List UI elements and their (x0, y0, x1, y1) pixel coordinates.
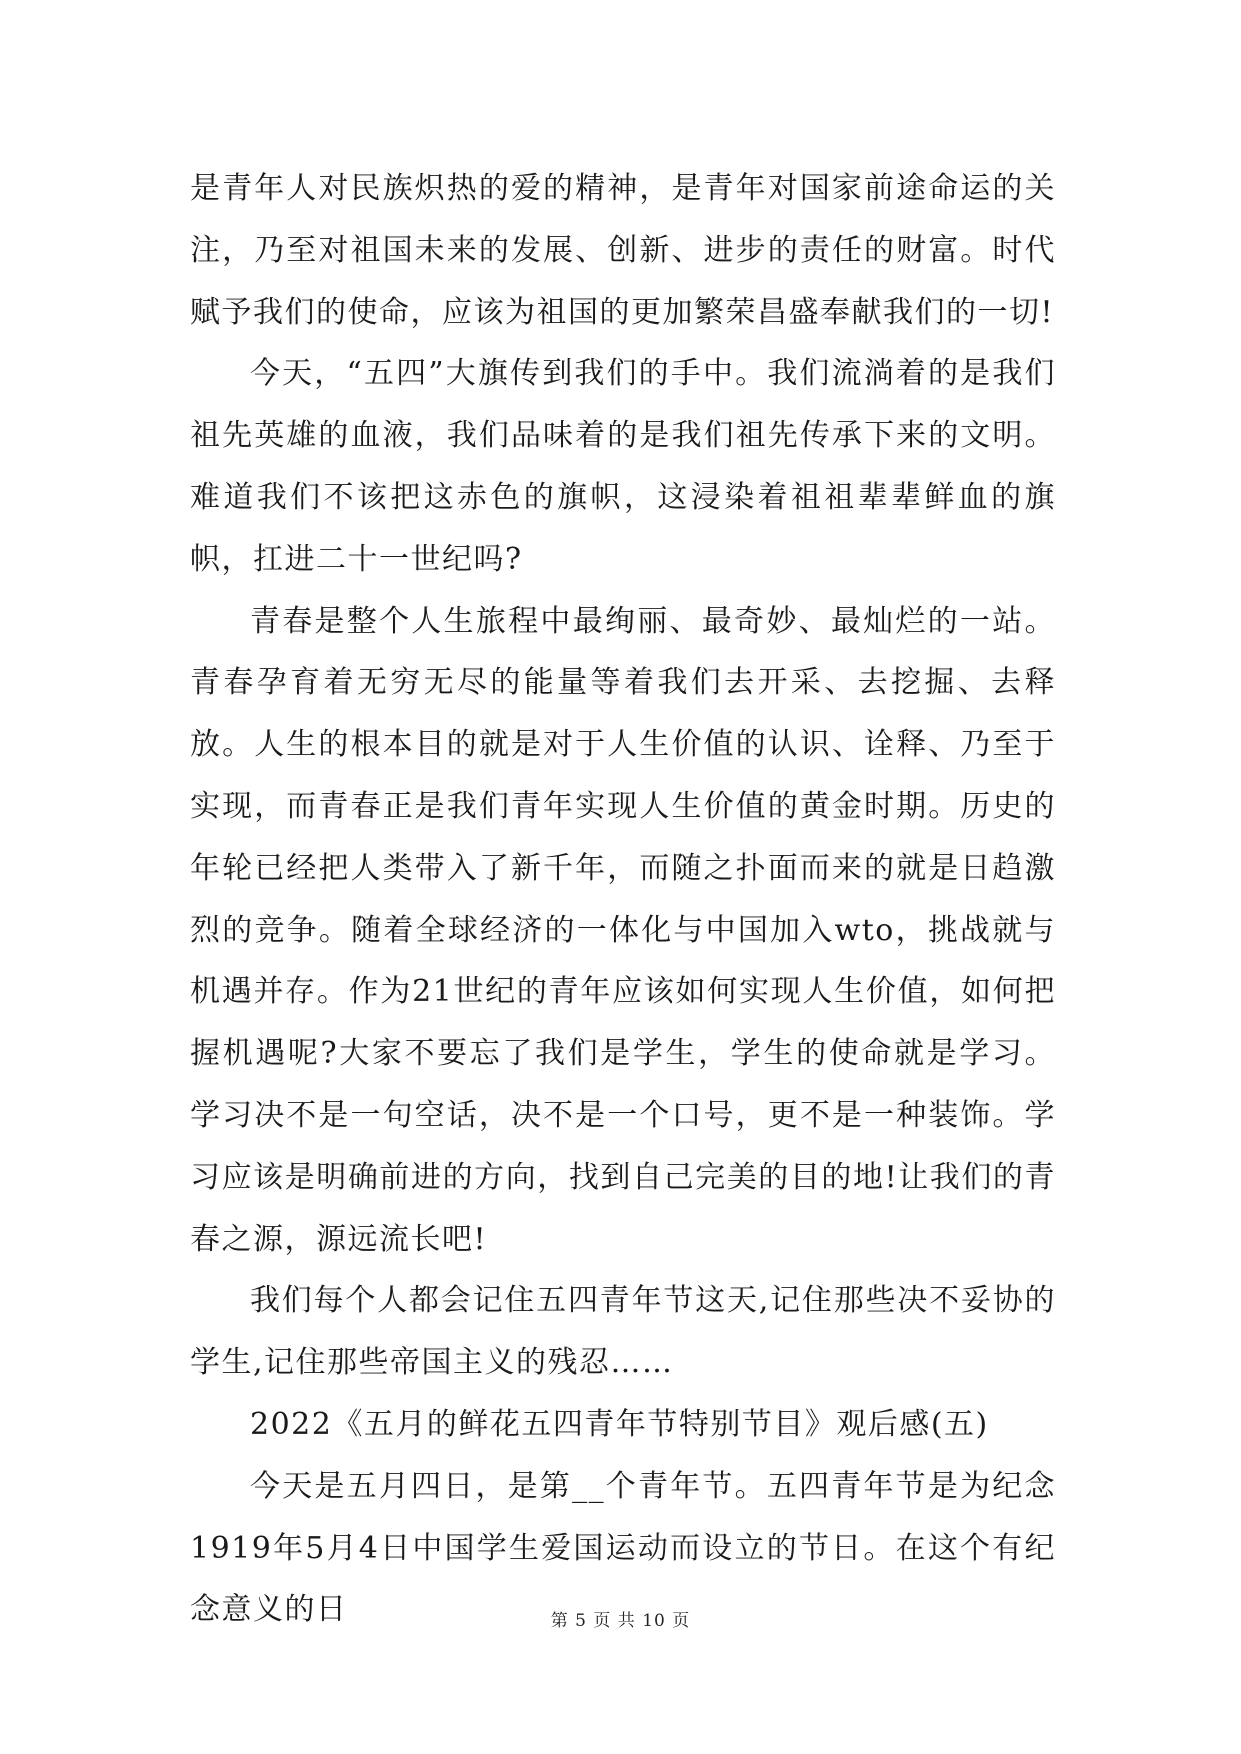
section-heading: 2022《五月的鲜花五四青年节特别节目》观后感(五) (250, 1406, 989, 1442)
paragraph: 是青年人对民族炽热的爱的精神，是青年对国家前途命运的关注，乃至对祖国未来的发展、创新、进步的责任的财富。时代赋予我们的使命，应该为祖国的更加繁荣昌盛奉献我们的一切! (190, 171, 1056, 330)
paragraph: 青春是整个人生旅程中最绚丽、最奇妙、最灿烂的一站。青春孕育着无穷无尽的能量等着我们去开采、去挖掘、去释放。人生的根本目的就是对于人生价值的认识、诠释、乃至于实现，而青春正是我们青年实现人生价值的黄金时期。历史的年轮已经把人类带入了新千年，而随之扑面而来的就是日趋激烈的竞争。随着全球经济的一体化与中国加入wto，挑战就与机遇并存。作为21世纪的青年应该如何实现人生价值，如何把握机遇呢?大家不要忘了我们是学生，学生的使命就是学习。学习决不是一句空话，决不是一个口号，更不是一种装饰。学习应该是明确前进的方向，找到自己完美的目的地!让我们的青春之源，源远流长吧! (190, 603, 1056, 1257)
paragraph: 今天是五月四日，是第__个青年节。五四青年节是为纪念1919年5月4日中国学生爱国运动而设立的节日。在这个有纪念意义的日 (190, 1468, 1056, 1628)
page-number-footer: 第 5 页 共 10 页 (550, 1611, 691, 1631)
paragraph: 我们每个人都会记住五四青年节这天,记住那些决不妥协的学生,记住那些帝国主义的残忍…… (190, 1283, 1056, 1381)
paragraph: 今天，“五四”大旗传到我们的手中。我们流淌着的是我们祖先英雄的血液，我们品味着的是我们祖先传承下来的文明。难道我们不该把这赤色的旗帜，这浸染着祖祖辈辈鲜血的旗帜，扛进二十一世纪吗? (190, 356, 1056, 577)
document-body (190, 158, 1056, 1641)
